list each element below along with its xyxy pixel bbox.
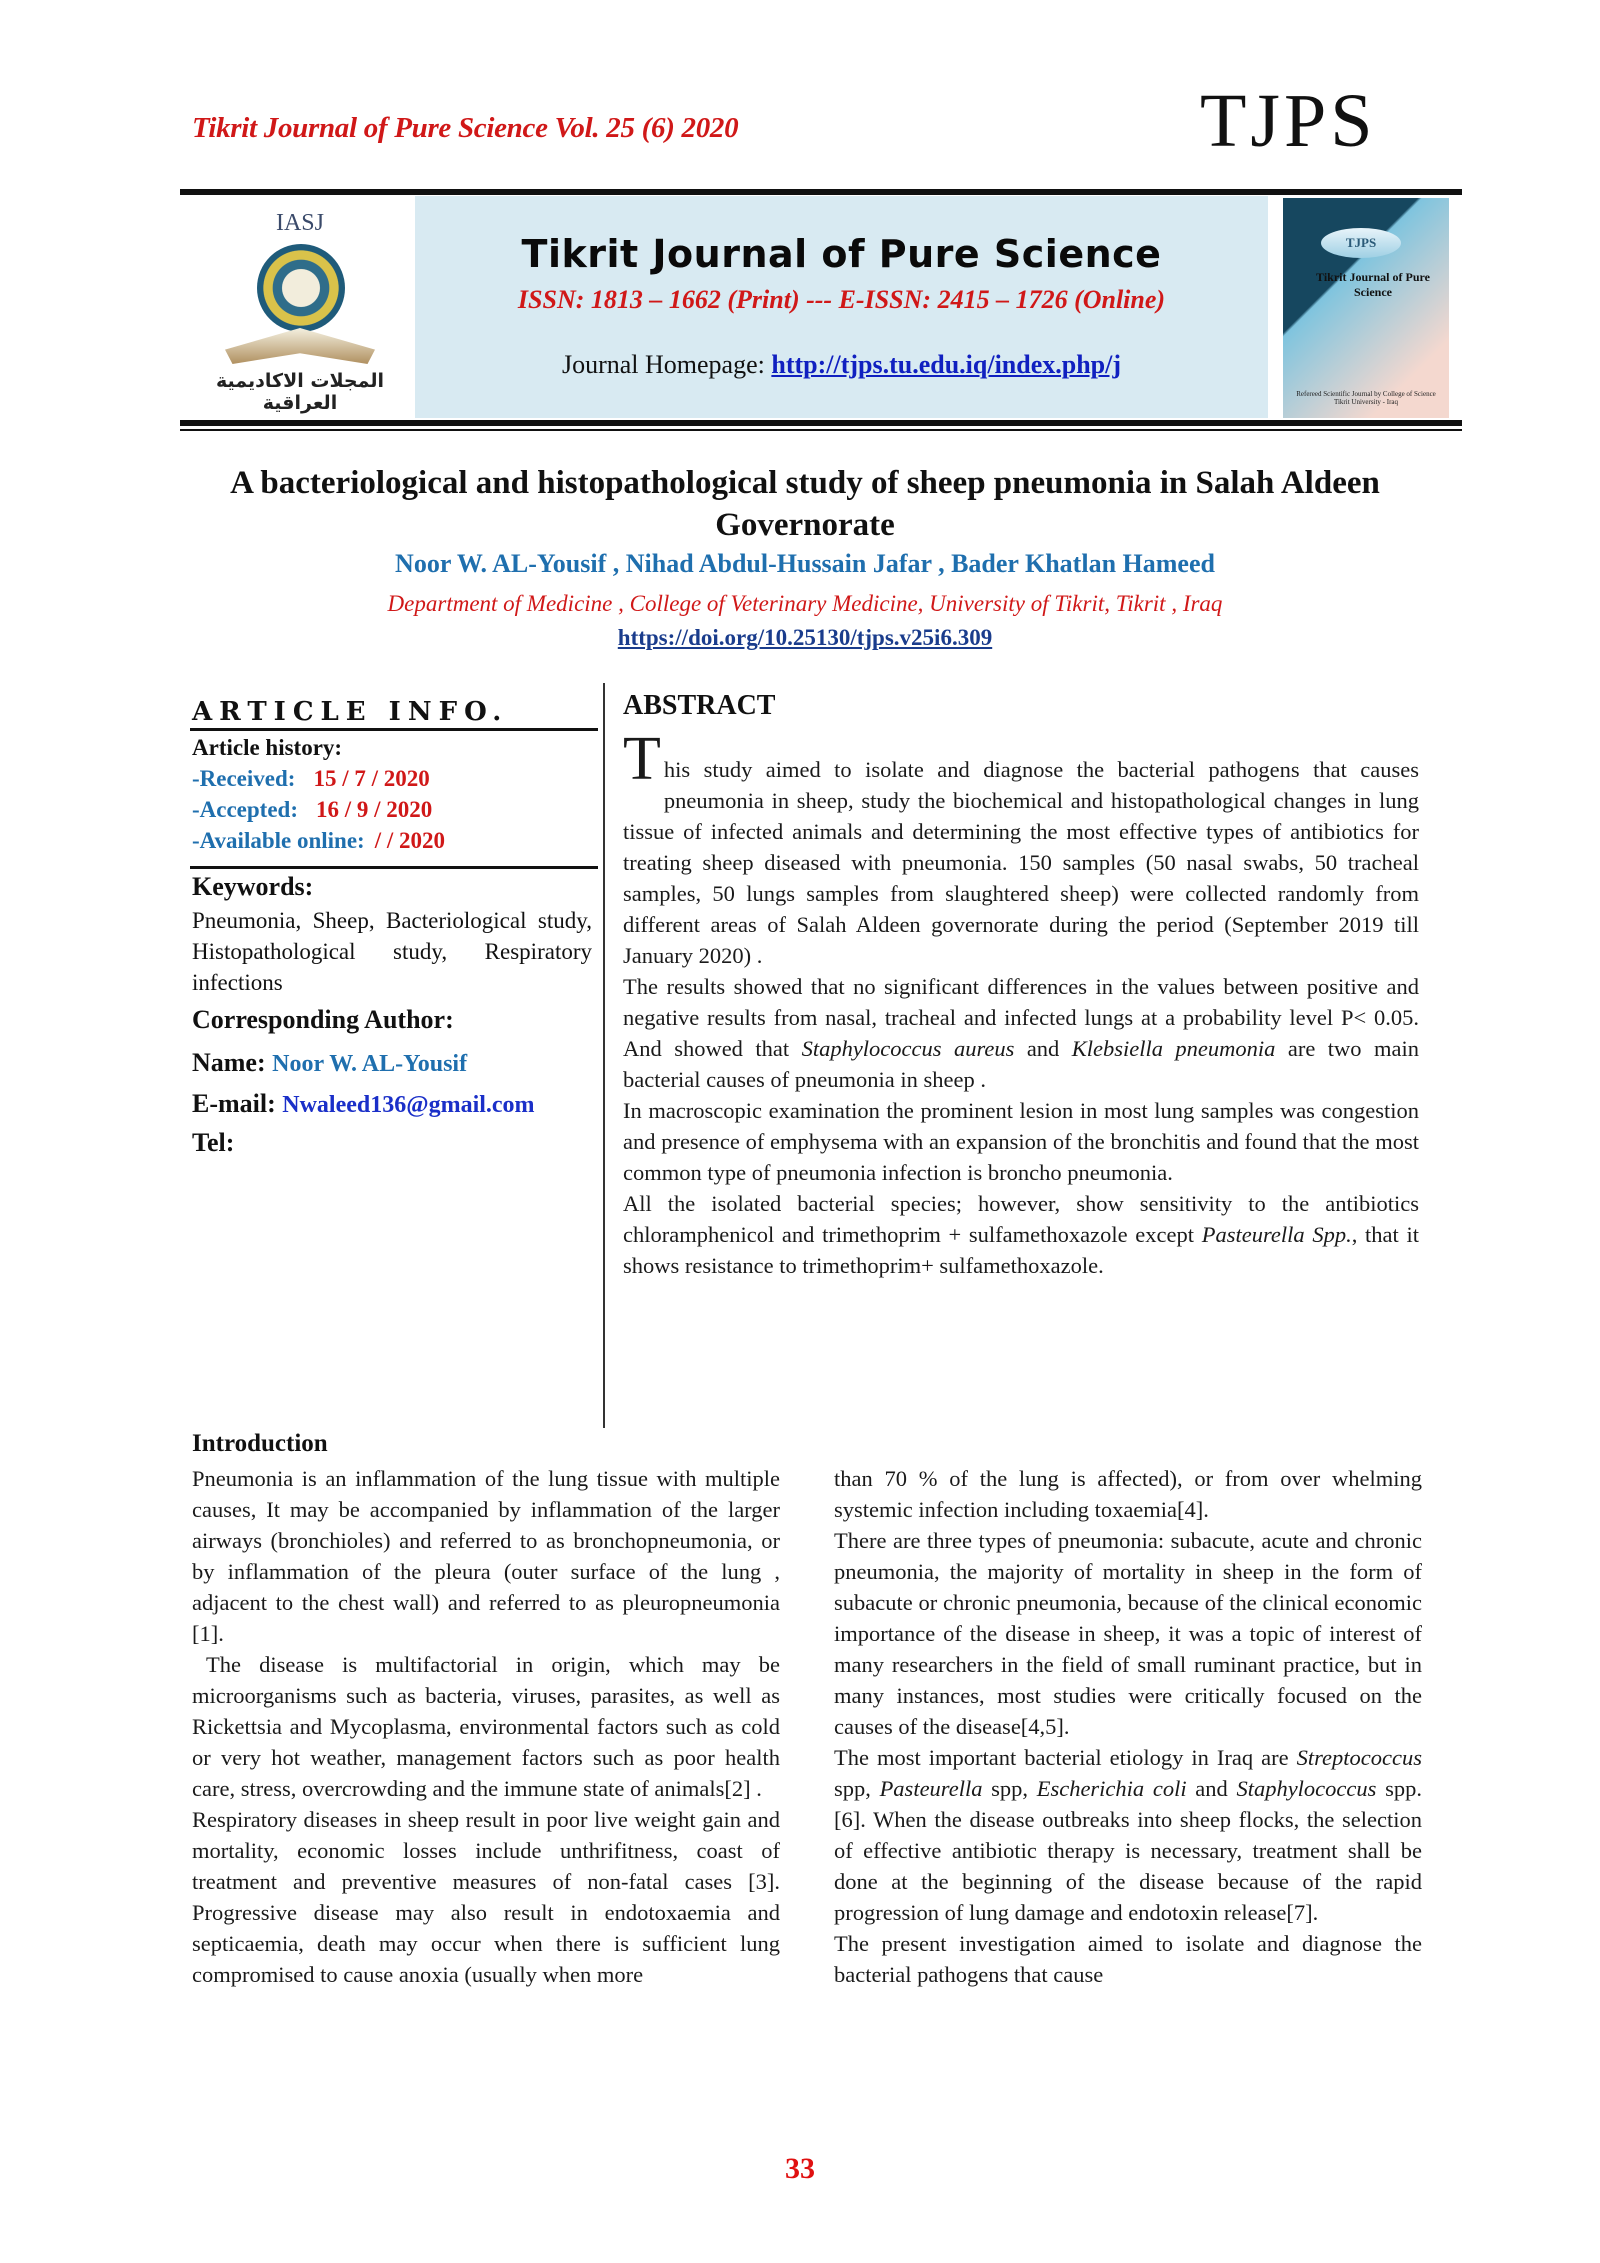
issn-line: ISSN: 1813 – 1662 (Print) --- E-ISSN: 2415 – 1726 (Online) [517, 285, 1166, 314]
cover-title: Tikrit Journal of Pure Science [1316, 270, 1430, 299]
abstract-text: and [1014, 1036, 1072, 1061]
email-link[interactable]: Nwaleed136@gmail.com [282, 1092, 535, 1118]
introduction-right-column [834, 1463, 1422, 1990]
article-info-rule [190, 728, 598, 731]
name-label: Name: [192, 1048, 266, 1077]
species-name: Pasteurella Spp. [1201, 1222, 1352, 1247]
history-label: -Available online: [192, 828, 365, 853]
species-name: Pasteurella [879, 1776, 983, 1801]
author-email [192, 1089, 535, 1119]
intro-paragraph [834, 1742, 1422, 1928]
email-label: E-mail: [192, 1089, 276, 1118]
species-name: Klebsiella pneumonia [1071, 1036, 1276, 1061]
abstract-text: The results showed that no significant differences in the values between positive and negative results from nasal, tracheal and infected lungs at a probability level P< 0.05. And showed that [623, 974, 1419, 1061]
intro-text: spp. [6]. When the disease outbreaks into sheep flocks, the selection of effective antibiotic therapy is necessary, treatment shall be done at the beginning of the disease because of the rapid progression of lung damage and endotoxin release[7]. [834, 1776, 1422, 1925]
cover-footer: Refereed Scientific Journal by College of Science Tikrit University - Iraq [1296, 390, 1436, 406]
abstract-heading: ABSTRACT [623, 690, 776, 721]
page-number: 33 [785, 2152, 815, 2185]
history-label: -Received: [192, 766, 296, 791]
corresponding-author-label: Corresponding Author: [192, 1005, 454, 1034]
keywords-label: Keywords: [192, 872, 314, 901]
history-accepted [192, 797, 432, 823]
history-value: 16 / 9 / 2020 [316, 797, 433, 822]
abstract-paragraph [623, 725, 1419, 971]
intro-paragraph: Respiratory diseases in sheep result in poor live weight gain and mortality, economic losses include unthrifitness, coast of treatment and preventive measures of non-fatal cases [3]. Progressive disease may also result in endotoxaemia and septicaemia, death may occur when there is sufficient lung compromised to cause anoxia (usually when more [192, 1807, 780, 1987]
abstract-paragraph [623, 1188, 1419, 1281]
intro-paragraph: Pneumonia is an inflammation of the lung tissue with multiple causes, It may be accompanied by inflammation of the larger airways (bronchioles) and referred to as bronchopneumonia, or by inflammation of the pleura (outer surface of the lung , adjacent to the chest wall) and referred to as pleuropneumonia [1]. [192, 1466, 780, 1646]
history-value: / / 2020 [374, 828, 445, 853]
article-history-label: Article history: [192, 735, 343, 760]
iasj-logo [195, 210, 405, 414]
species-name: Streptococcus [1296, 1745, 1422, 1770]
banner-bottom-rule [180, 420, 1462, 426]
drop-cap: T [623, 725, 661, 793]
journal-cover-thumbnail [1283, 198, 1449, 418]
abstract-text: his study aimed to isolate and diagnose the bacterial pathogens that causes pneumonia in sheep, study the biochemical and histopathological changes in lung tissue of infected animals and determining the most effective types of antibiotics for treating sheep diseased with pneumonia. 150 samples (50 nasal swabs, 50 tracheal samples, 50 lungs samples from slaughtered sheep) were collected randomly from different areas of Salah Aldeen governorate during the period (September 2019 till January 2020) . [623, 757, 1419, 968]
homepage-label: Journal Homepage: [561, 350, 765, 379]
column-divider [603, 683, 605, 1428]
history-label: -Accepted: [192, 797, 299, 822]
article-info-rule [190, 866, 598, 869]
history-available-online [192, 828, 445, 854]
banner-bottom-thin-rule [180, 429, 1462, 431]
doi-link[interactable]: https://doi.org/10.25130/tjps.v25i6.309 [617, 625, 993, 650]
iasj-label: IASJ [275, 210, 324, 236]
species-name: Escherichia coli [1036, 1776, 1187, 1801]
homepage-link[interactable]: http://tjps.tu.edu.iq/index.php/j [771, 350, 1122, 379]
journal-homepage [415, 350, 1268, 380]
abstract-text: are two main bacterial causes of pneumonia in sheep . [623, 1036, 1419, 1092]
intro-paragraph: than 70 % of the lung is affected), or from over whelming systemic infection including toxaemia[4]. [834, 1466, 1422, 1522]
intro-text: spp, [834, 1776, 880, 1801]
name-value: Noor W. AL-Yousif [272, 1051, 468, 1077]
history-received [192, 766, 430, 792]
introduction-heading: Introduction [192, 1430, 328, 1457]
species-name: Staphylococcus [1236, 1776, 1377, 1801]
author-name [192, 1048, 467, 1078]
seal-icon [257, 244, 345, 332]
author-list: Noor W. AL-Yousif , Nihad Abdul-Hussain Jafar , Bader Khatlan Hameed [395, 549, 1215, 578]
abstract-body [623, 725, 1419, 1281]
abstract-paragraph [623, 971, 1419, 1095]
keywords: Pneumonia, Sheep, Bacteriological study, Histopathological study, Respiratory infections [192, 908, 592, 995]
intro-text: The most important bacterial etiology in Iraq are [834, 1745, 1297, 1770]
running-title: Tikrit Journal of Pure Science Vol. 25 (6) 2020 [192, 112, 739, 144]
paper-title: A bacteriological and histopathological study of sheep pneumonia in Salah Aldeen Governorate [230, 465, 1380, 543]
intro-paragraph: There are three types of pneumonia: subacute, acute and chronic pneumonia, the majority of mortality in sheep in the form of subacute or chronic pneumonia, because of the clinical economic importance of the disease in sheep, it was a topic of interest of many researchers in the field of small ruminant practice, but in many instances, most studies were critically focused on the causes of the disease[4,5]. [834, 1528, 1422, 1739]
intro-paragraph: The disease is multifactorial in origin, which may be microorganisms such as bacteria, viruses, parasites, as well as Rickettsia and Mycoplasma, environmental factors such as cold or very hot weather, management factors such as poor health care, stress, overcrowding and the immune state of animals[2] . [192, 1652, 780, 1801]
intro-text: and [1186, 1776, 1237, 1801]
affiliation: Department of Medicine , College of Veterinary Medicine, University of Tikrit, Tikrit , Iraq [387, 591, 1223, 616]
open-book-icon [225, 328, 375, 364]
intro-text: spp, [982, 1776, 1037, 1801]
introduction-left-column [192, 1463, 780, 1990]
abstract-text: , that it shows resistance to trimethoprim+ sulfamethoxazole. [623, 1222, 1419, 1278]
article-info-heading: ARTICLE INFO. [192, 697, 509, 727]
doi [180, 625, 1430, 651]
abstract-text: All the isolated bacterial species; however, show sensitivity to the antibiotics chloramphenicol and trimethoprim + sulfamethoxazole except [623, 1191, 1419, 1247]
abstract-paragraph: In macroscopic examination the prominent lesion in most lung samples was congestion and presence of emphysema with an expansion of the bronchitis and found that the most common type of pneumonia infection is broncho pneumonia. [623, 1098, 1419, 1185]
journal-name: Tikrit Journal of Pure Science [521, 232, 1162, 276]
banner-top-rule [180, 189, 1462, 195]
author-tel: Tel: [192, 1128, 235, 1157]
species-name: Staphylococcus aureus [801, 1036, 1015, 1061]
history-value: 15 / 7 / 2020 [313, 766, 430, 791]
journal-mark: TJPS [1200, 79, 1377, 163]
intro-paragraph: The present investigation aimed to isolate and diagnose the bacterial pathogens that cause [834, 1931, 1422, 1987]
cover-oval-label: TJPS [1321, 228, 1401, 258]
iasj-arabic-label: المجلات الاكاديمية العراقية [216, 370, 384, 414]
